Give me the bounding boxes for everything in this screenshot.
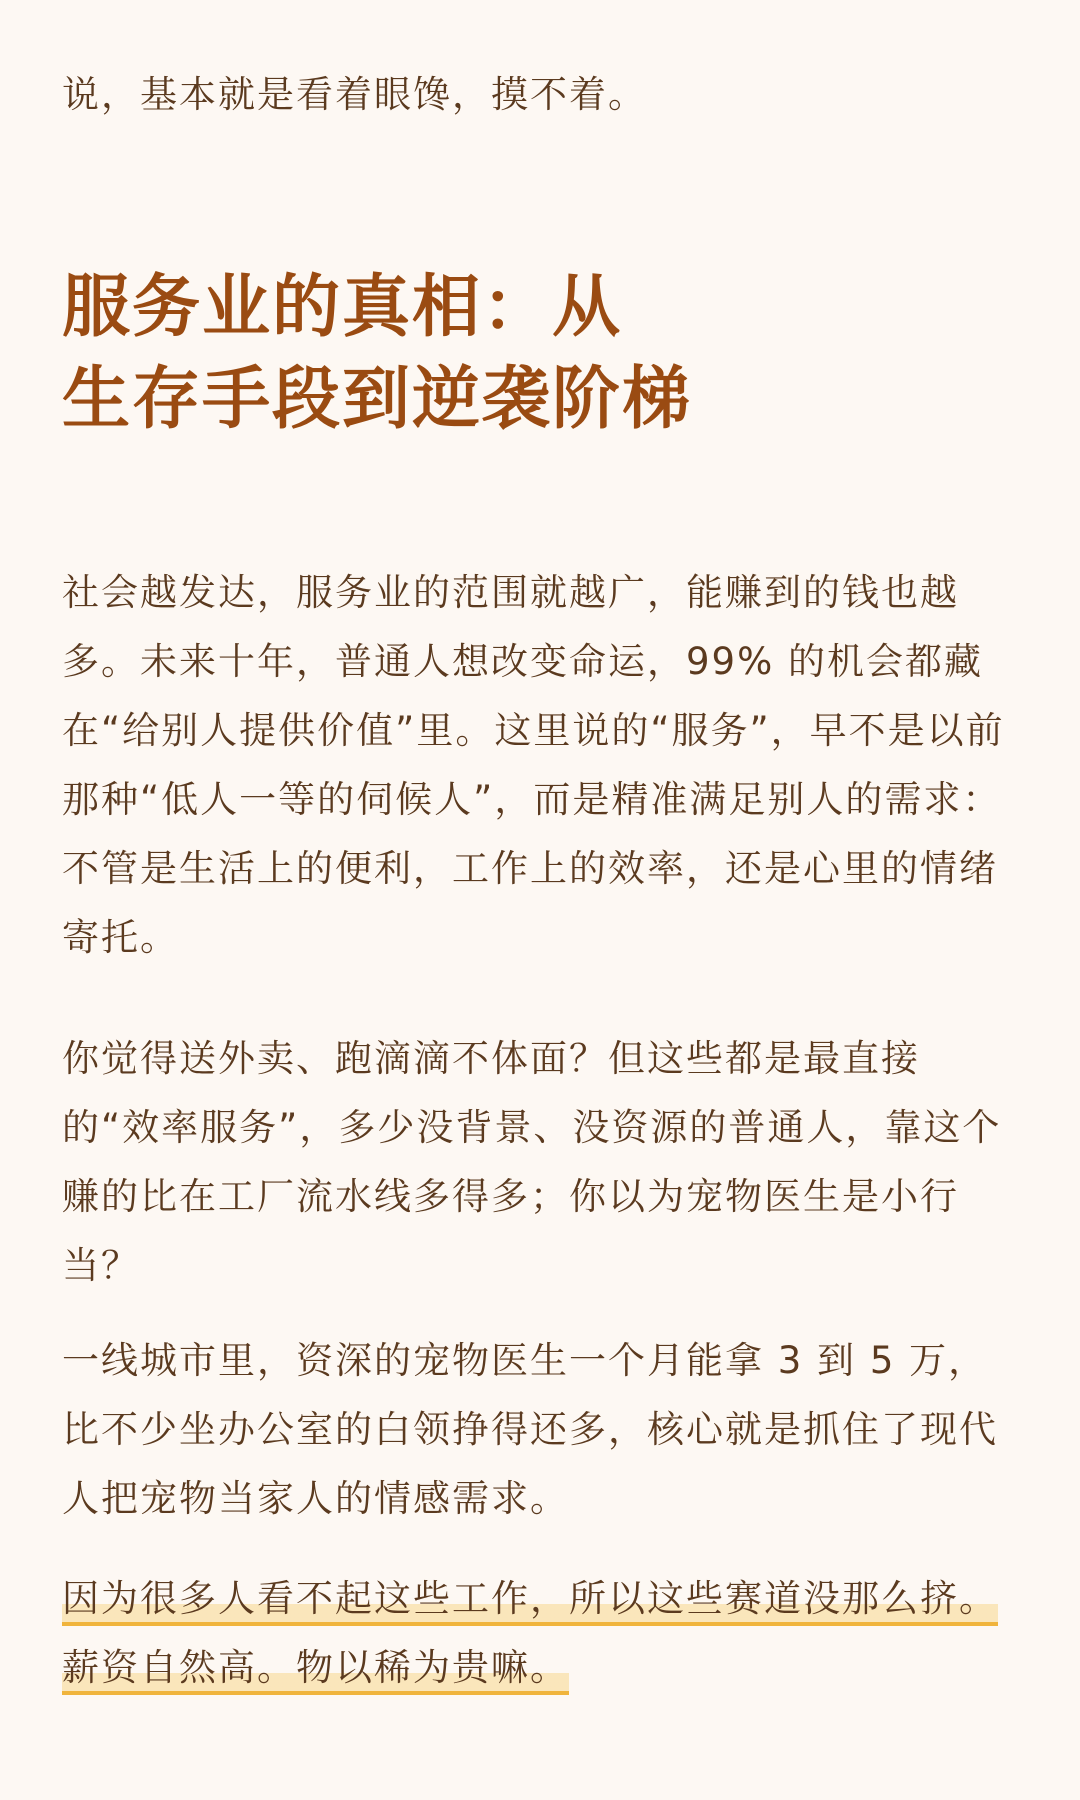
paragraph-delivery-pets: 你觉得送外卖、跑滴滴不体面？但这些都是最直接的“效率服务”，多少没背景、没资源的普通人，靠这个赚的比在工厂流水线多得多；你以为宠物医生是小行当？: [62, 1037, 1002, 1287]
highlight-text: 因为很多人看不起这些工作，所以这些赛道没那么挤。薪资自然高。物以稀为贵嘛。: [62, 1577, 998, 1695]
highlighted-paragraph: [62, 1564, 1018, 1702]
lead-paragraph: 说，基本就是看着眼馋，摸不着。: [62, 73, 647, 116]
paragraph-pet-doctor-salary: 一线城市里，资深的宠物医生一个月能拿 3 到 5 万，比不少坐办公室的白领挣得还多，核心就是抓住了现代人把宠物当家人的情感需求。: [62, 1339, 998, 1520]
section-title: [62, 262, 1018, 446]
section-title-line-1: 服务业的真相：从: [62, 268, 623, 347]
paragraph-service-scope: 社会越发达，服务业的范围就越广，能赚到的钱也越多。未来十年，普通人想改变命运，99% 的机会都藏在“给别人提供价值”里。这里说的“服务”，早不是以前那种“低人一等的伺候人”，而是精准满足别人的需求：不管是生活上的便利，工作上的效率，还是心里的情绪寄托。: [62, 571, 1005, 959]
section-title-line-2: 生存手段到逆袭阶梯: [62, 360, 693, 439]
